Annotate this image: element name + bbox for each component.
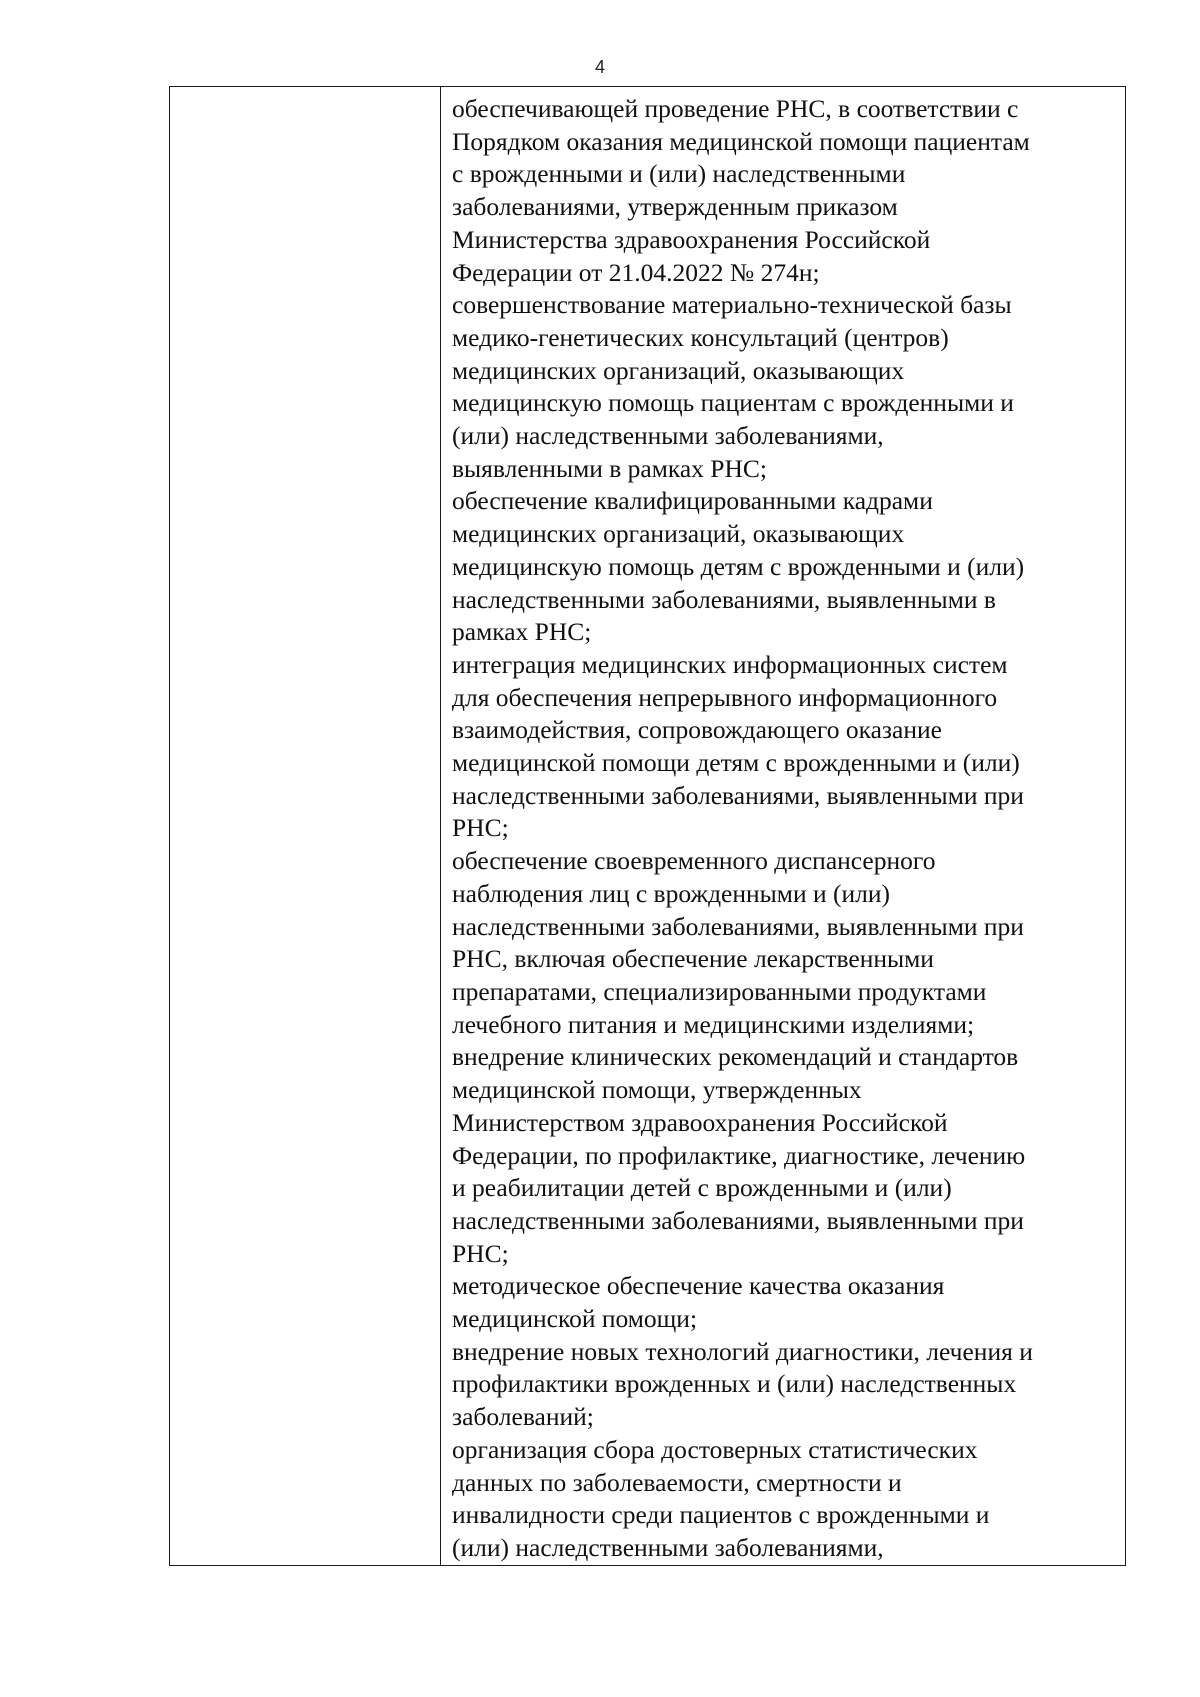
text-line: методическое обеспечение качества оказания	[452, 1271, 945, 1301]
text-line: Министерства здравоохранения Российской	[452, 224, 931, 254]
text-line: препаратами, специализированными продуктами	[452, 976, 987, 1006]
page-number: 4	[594, 57, 605, 77]
text-line: РНС, включая обеспечение лекарственными	[452, 944, 934, 974]
text-line: организация сбора достоверных статистических	[452, 1434, 978, 1464]
text-line: медицинскую помощь пациентам с врожденными и	[452, 388, 1014, 418]
text-line: с врожденными и (или) наследственными	[452, 159, 906, 189]
text-line: Федерации от 21.04.2022 № 274н;	[452, 257, 820, 287]
text-line: Федерации, по профилактике, диагностике, лечению	[452, 1140, 1026, 1170]
text-line: интеграция медицинских информационных систем	[452, 649, 1008, 679]
text-line: совершенствование материально-технической базы	[452, 290, 1012, 320]
text-line: заболеваний;	[452, 1402, 594, 1432]
text-line: обеспечивающей проведение РНС, в соответствии с	[452, 94, 1019, 123]
text-line: медицинских организаций, оказывающих	[452, 355, 905, 385]
text-line: рамках РНС;	[452, 617, 592, 647]
text-line: наследственными заболеваниями, выявленными при	[452, 1205, 1024, 1235]
text-line: медицинской помощи;	[452, 1304, 698, 1334]
text-line: инвалидности среди пациентов с врожденными и	[452, 1500, 990, 1530]
text-line: взаимодействия, сопровождающего оказание	[452, 715, 942, 745]
text-line: медицинской помощи, утвержденных	[452, 1075, 862, 1105]
text-line: обеспечение квалифицированными кадрами	[452, 486, 933, 516]
left-cell	[170, 87, 441, 1566]
text-line: заболеваниями, утвержденным приказом	[452, 192, 898, 222]
text-line: РНС;	[452, 813, 509, 843]
text-line: Порядком оказания медицинской помощи пациентам	[452, 126, 1030, 156]
table-row	[170, 87, 1126, 1566]
text-line: медицинской помощи детям с врожденными и (или)	[452, 748, 1020, 778]
text-line: внедрение клинических рекомендаций и стандартов	[452, 1042, 1019, 1072]
document-table	[169, 86, 1126, 1566]
text-line: данных по заболеваемости, смертности и	[452, 1467, 902, 1497]
text-line: и реабилитации детей с врожденными и (или)	[452, 1173, 952, 1203]
text-line: медико-генетических консультаций (центров)	[452, 322, 949, 352]
text-line: (или) наследственными заболеваниями,	[452, 1532, 884, 1562]
text-line: обеспечение своевременного диспансерного	[452, 846, 936, 876]
text-line: (или) наследственными заболеваниями,	[452, 421, 884, 451]
right-cell	[441, 87, 1126, 1566]
text-line: выявленными в рамках РНС;	[452, 453, 767, 483]
right-cell-text	[441, 87, 1125, 1565]
text-line: медицинскую помощь детям с врожденными и (или)	[452, 551, 1025, 581]
text-line: наследственными заболеваниями, выявленными при	[452, 911, 1024, 941]
text-line: лечебного питания и медицинскими изделиями;	[452, 1009, 975, 1039]
text-line: профилактики врожденных и (или) наследственных	[452, 1369, 1017, 1399]
text-line: внедрение новых технологий диагностики, лечения и	[452, 1336, 1033, 1366]
text-line: наследственными заболеваниями, выявленными в	[452, 584, 996, 614]
text-line: наблюдения лиц с врожденными и (или)	[452, 878, 890, 908]
text-line: РНС;	[452, 1238, 509, 1268]
text-line: для обеспечения непрерывного информационного	[452, 682, 998, 712]
text-line: медицинских организаций, оказывающих	[452, 519, 905, 549]
text-line: наследственными заболеваниями, выявленными при	[452, 780, 1024, 810]
text-line: Министерством здравоохранения Российской	[452, 1107, 948, 1137]
